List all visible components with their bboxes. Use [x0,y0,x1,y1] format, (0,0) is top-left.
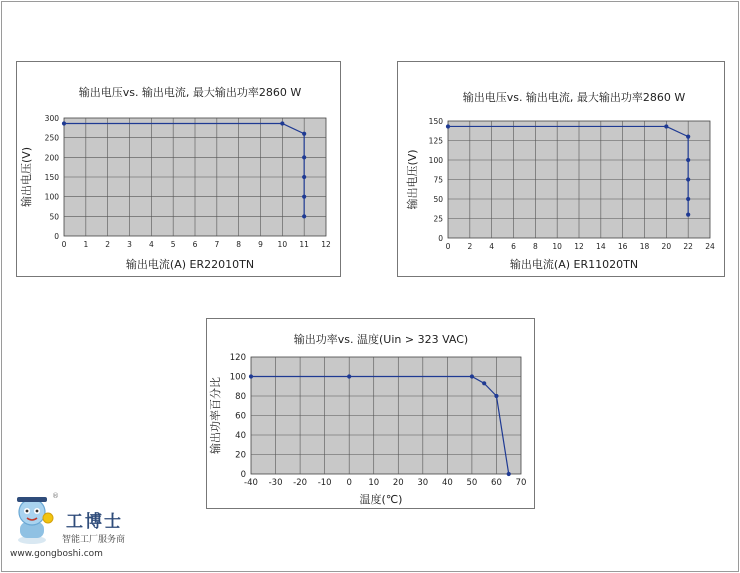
x-tick-label: 30 [417,478,429,488]
x-tick-label: 18 [639,242,650,251]
x-tick-label: 12 [321,240,331,249]
x-tick-label: 11 [299,240,309,249]
gongboshi-logo [8,492,148,568]
x-tick-label: 6 [511,242,516,251]
y-tick-label: 25 [433,214,443,224]
data-point [482,381,486,385]
y-tick-label: 100 [229,372,246,383]
y-tick-label: 75 [433,175,443,185]
chart-title: 输出功率vs. 温度(Uin > 323 VAC) [293,333,469,346]
x-tick-label: 1 [83,240,89,249]
x-tick-label: 4 [148,240,154,249]
brand-slogan: 智能工厂服务商 [62,535,126,545]
chart-panel-er22010tn [16,61,341,277]
y-tick-label: 100 [428,156,443,165]
data-point [347,374,351,378]
data-point [302,195,306,199]
chart-power-vs-temperature [207,319,534,508]
data-point [446,124,450,128]
x-tick-label: 40 [441,478,453,488]
x-tick-label: 7 [214,240,220,249]
x-tick-label: 8 [532,242,538,251]
y-tick-label: 20 [235,450,246,461]
chart-title: 输出电压vs. 输出电流, 最大输出功率2860 W [78,86,302,99]
y-tick-label: 0 [240,470,246,480]
chart-panel-power-vs-temperature [206,318,535,509]
x-tick-label: 9 [258,240,263,249]
y-tick-label: 120 [229,353,246,363]
x-tick-label: -20 [293,478,308,488]
data-point [249,374,253,378]
x-tick-label: 2 [467,242,473,251]
x-tick-label: 0 [346,478,352,488]
y-tick-label: 150 [428,117,443,126]
x-tick-label: -40 [244,478,258,488]
y-tick-label: 150 [44,173,59,182]
x-tick-label: 70 [515,478,527,488]
x-tick-label: 10 [552,242,562,251]
y-tick-label: 100 [44,192,59,202]
x-tick-label: 3 [127,240,132,249]
data-point [686,197,690,201]
y-axis-label: 输出电压(V) [406,149,419,210]
brand-name: 工博士 [66,512,123,532]
chart-title: 输出电压vs. 输出电流, 最大输出功率2860 W [462,91,686,104]
x-axis-label: 输出电流(A) ER11020TN [509,258,639,271]
data-point [664,124,668,128]
y-tick-label: 40 [235,431,246,441]
x-tick-label: -10 [317,478,332,488]
x-tick-label: 6 [192,240,198,249]
y-tick-label: 125 [428,136,443,146]
chart-panel-er11020tn [397,61,725,277]
data-point [494,394,498,398]
x-tick-label: 22 [683,242,693,251]
data-point [686,135,690,139]
x-tick-label: 60 [491,478,502,488]
chart-er22010tn [17,62,340,276]
x-tick-label: 20 [392,478,404,488]
data-point [62,121,66,125]
data-point [470,374,474,378]
brand-url: www.gongboshi.com [10,549,103,559]
y-tick-label: 50 [49,212,59,222]
mascot-icon [8,492,64,548]
x-tick-label: 10 [277,240,288,249]
data-point [280,121,284,125]
x-tick-label: 10 [368,478,380,488]
x-tick-label: 0 [445,242,451,251]
data-point [302,175,306,179]
x-tick-label: 16 [617,242,628,251]
data-point [686,213,690,217]
data-point [507,472,511,476]
y-tick-label: 50 [433,195,443,204]
data-point [302,132,306,136]
y-tick-label: 60 [235,411,246,422]
y-tick-label: 300 [44,114,59,123]
x-tick-label: -30 [268,478,283,488]
y-tick-label: 0 [54,232,59,241]
x-tick-label: 50 [466,478,478,488]
y-axis-label: 输出功率百分比 [209,377,222,454]
y-tick-label: 80 [235,392,246,402]
data-point [302,214,306,218]
x-tick-label: 4 [489,242,495,251]
y-axis-label: 输出电压(V) [20,146,33,208]
x-tick-label: 24 [705,242,715,251]
x-tick-label: 8 [236,240,242,249]
x-tick-label: 20 [661,242,672,251]
data-point [302,155,306,159]
x-tick-label: 0 [61,240,67,249]
x-axis-label: 温度(℃) [359,493,403,506]
data-point [686,177,690,181]
y-tick-label: 0 [438,234,443,243]
x-axis-label: 输出电流(A) ER22010TN [125,258,255,271]
y-tick-label: 250 [44,133,59,143]
registered-mark: ® [52,492,59,500]
y-tick-label: 200 [44,153,59,163]
x-tick-label: 2 [105,240,111,249]
x-tick-label: 14 [596,242,606,251]
x-tick-label: 5 [170,240,176,249]
x-tick-label: 12 [574,242,584,251]
data-point [686,158,690,162]
chart-er11020tn [398,62,724,276]
